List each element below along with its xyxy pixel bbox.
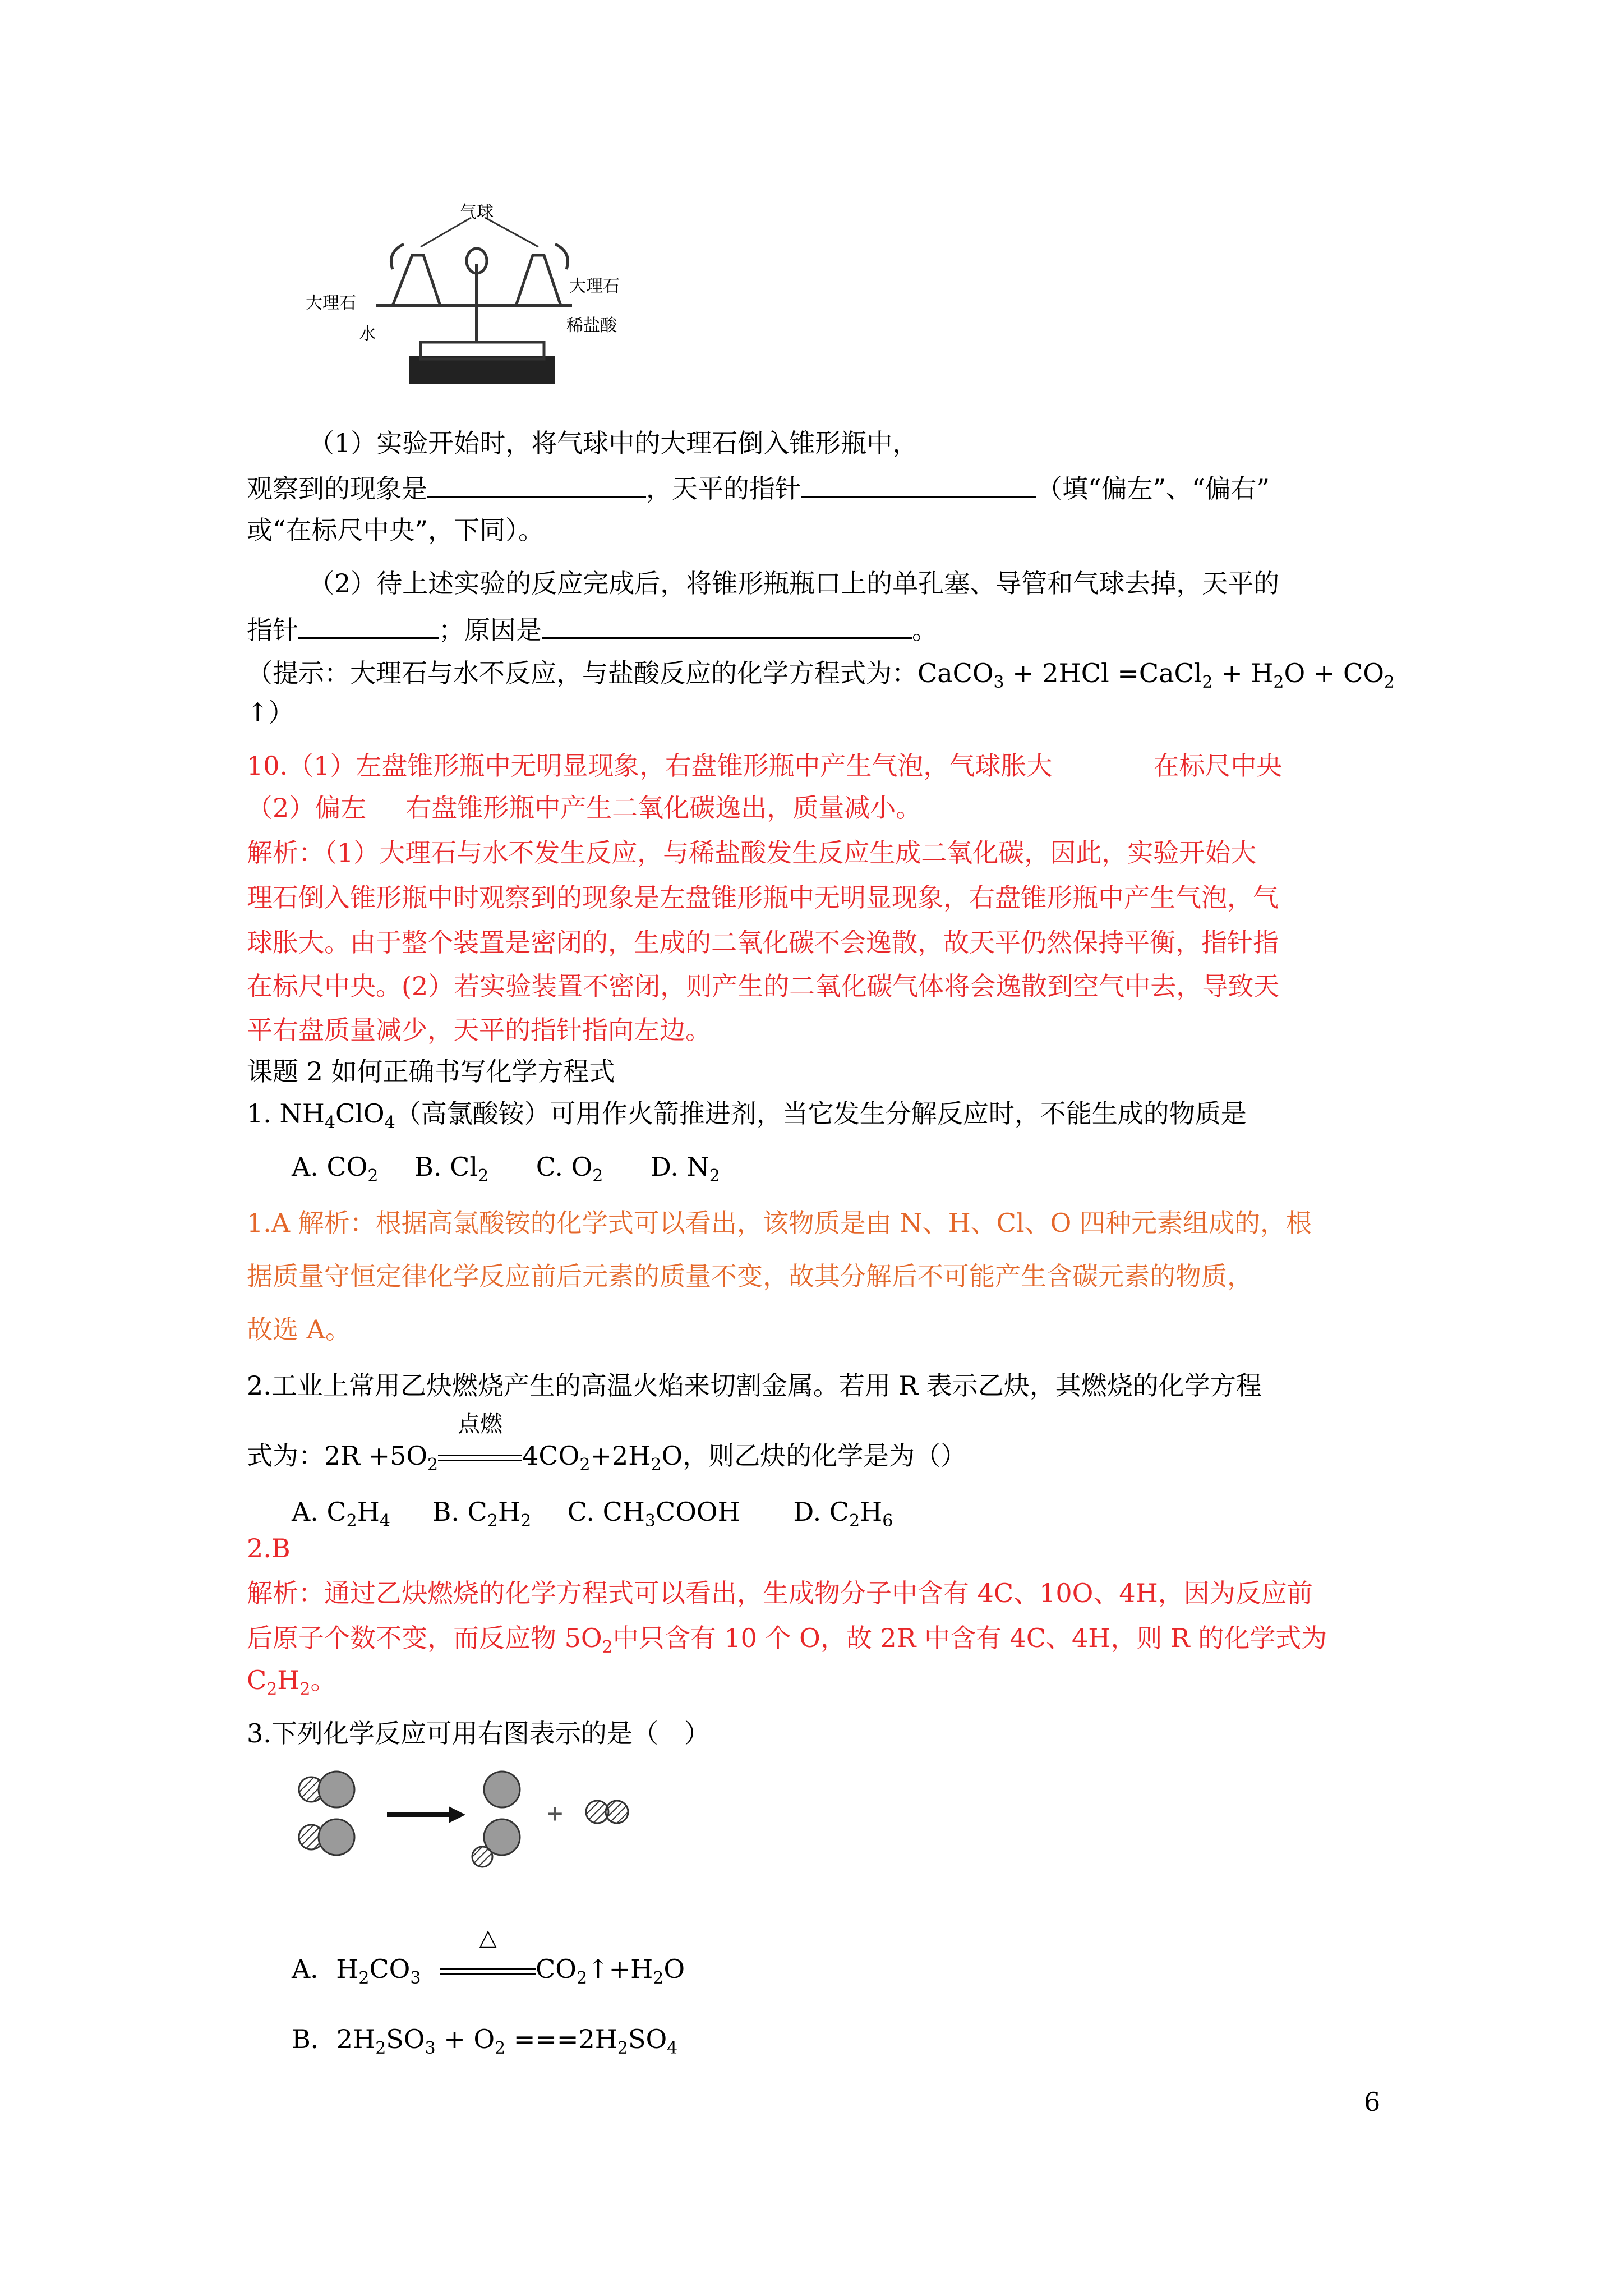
q3-option-a-text5: O (663, 1954, 685, 1984)
q10-answer2-reason: 右盘锥形瓶中产生二氧化碳逸出，质量减小。 (405, 793, 922, 823)
section-title: 课题 2 如何正确书写化学方程式 (247, 1056, 615, 1087)
molecule-reaction-figure (292, 1767, 651, 1868)
q1-option-b: B. Cl (414, 1152, 478, 1182)
q2-option-a: A. C (292, 1497, 347, 1527)
q3-option-a-text1: A．H (292, 1954, 359, 1984)
label-hcl: 稀盐酸 (566, 316, 617, 335)
q10-fill-hint: （填“偏左”、“偏右” (1036, 473, 1270, 504)
q2-options: A. $C_2H_4$ B. $C_2H_2$ C. $CH_3COOH$ D. $C_2H_6$ (292, 1497, 893, 1531)
q2-stem-1: 2.工业上常用乙炔燃烧产生的高温火焰来切割金属。若用 R 表示乙炔，其燃烧的化学方程 (247, 1370, 1262, 1401)
q2-explanation2-b: 中只含有 10 个 O，故 2R 中含有 4C、4H，则 R 的化学式为 (612, 1623, 1327, 1653)
page-number: 6 (1364, 2087, 1381, 2117)
label-marble-left: 大理石 (306, 294, 356, 312)
q10-part2-line1: （2）待上述实验的反应完成后，将锥形瓶瓶口上的单孔塞、导管和气球去掉，天平的 (308, 568, 1280, 599)
q10-answer2-pointer: （2）偏左 (247, 793, 367, 823)
q1-stem-b: ClO (335, 1098, 385, 1129)
q10-part1-line1: （1）实验开始时，将气球中的大理石倒入锥形瓶中， (308, 428, 919, 458)
q3-option-b-text4: ===2H (505, 2024, 617, 2054)
q1-answer-2: 据质量守恒定律化学反应前后元素的质量不变，故其分解后不可能产生含碳元素的物质， (247, 1261, 1253, 1291)
q10-explanation-5: 平右盘质量减少，天平的指针指向左边。 (247, 1015, 711, 1045)
svg-text:+: + (547, 1798, 564, 1829)
q10-hint-line2: ↑） (247, 697, 294, 728)
balance-apparatus-figure (292, 202, 620, 404)
q1-options: A. $CO_2$ B. $Cl_2$ C. $O_2$ D. $N_2$ (292, 1152, 720, 1186)
q10-period: 。 (912, 615, 938, 645)
q10-explanation-2: 理石倒入锥形瓶中时观察到的现象是左盘锥形瓶中无明显现象，右盘锥形瓶中产生气泡，气 (247, 882, 1279, 913)
label-balloon: 气球 (460, 203, 494, 222)
q3-option-b-text3: + O (435, 2024, 495, 2054)
q1-stem-a: 1. NH (247, 1098, 325, 1129)
q10-part2-line2 (247, 611, 938, 647)
q10-part1-line3: 或“在标尺中央”，下同）。 (247, 515, 545, 545)
q3-option-a: A．$H_2CO_3$ △ $CO_2↑+H_2O$ (292, 1925, 685, 1988)
q2-explanation-1: 解析：通过乙炔燃烧的化学方程式可以看出，生成物分子中含有 4C、10O、4H，因为反应前 (247, 1578, 1313, 1608)
q10-answer-line1 (247, 749, 1282, 783)
label-water: 水 (359, 325, 376, 343)
q3-option-b-text5: SO (628, 2024, 667, 2054)
q10-hint-line: （提示：大理石与水不反应，与盐酸反应的化学方程式为：CaCO$_3$ + 2HCl =CaCl$_2$ + $H_2O + CO_2$ (247, 658, 1395, 692)
q3-reaction-arrow (440, 1925, 536, 1986)
q2-explanation2-a: 后原子个数不变，而反应物 5O (247, 1623, 602, 1653)
q2-option-b: B. C (432, 1497, 487, 1527)
q10-part1-line2 (247, 470, 1270, 505)
q10-hint-text-c: + H (1212, 658, 1274, 688)
q10-explanation-1: 解析：（1）大理石与水不发生反应，与稀盐酸发生反应生成二氧化碳，因此，实验开始大 (247, 838, 1257, 868)
q10-reason-blank[interactable] (542, 611, 912, 639)
q10-answer-line2 (247, 791, 921, 825)
q1-stem-c: （高氯酸铵）可用作火箭推进剂，当它发生分解反应时，不能生成的物质是 (395, 1098, 1247, 1129)
q10-hint-text-a: （提示：大理石与水不反应，与盐酸反应的化学方程式为：CaCO (247, 658, 994, 688)
q2-option-c-rest: COOH (656, 1497, 740, 1527)
q3-option-b-text1: B．2H (292, 2024, 376, 2054)
q2-stem-2: 式为：$2R +5O_2$ 点燃 $4CO_2+2H_2O$，则乙炔的化学是为（） (247, 1411, 967, 1475)
q3-option-a-text3: CO (536, 1954, 577, 1984)
q3-condition: △ (479, 1925, 497, 1950)
q2-stem2-a: 式为：2R +5O (247, 1441, 428, 1471)
q3-option-b-text2: SO (386, 2024, 425, 2054)
q2-explanation-2: 后原子个数不变，而反应物 $5O_2$中只含有 10 个 O，故 2R 中含有 4C、4H，则 R 的化学式为 (247, 1623, 1327, 1657)
q10-explanation-3: 球胀大。由于整个装置是密闭的，生成的二氧化碳不会逸散，故天平仍然保持平衡，指针指 (247, 927, 1279, 958)
q2-condition: 点燃 (458, 1411, 503, 1437)
q10-answer1-text: 10.（1）左盘锥形瓶中无明显现象，右盘锥形瓶中产生气泡，气球胀大 (247, 751, 1053, 781)
q1-stem: 1. $NH_4ClO_4$（高氯酸铵）可用作火箭推进剂，当它发生分解反应时，不能生成的物质是 (247, 1098, 1247, 1133)
q2-stem2-b: 4CO (522, 1441, 580, 1471)
q3-option-a-text2: CO (369, 1954, 411, 1984)
q10-hint-text-b: + 2HCl =CaCl (1004, 658, 1202, 688)
q2-option-d: D. C (793, 1497, 850, 1527)
q1-answer-1: 1.A 解析：根据高氯酸铵的化学式可以看出，该物质是由 N、H、Cl、O 四种元素组成的，根 (247, 1208, 1312, 1238)
q2-reaction-arrow (438, 1411, 522, 1473)
q10-reason-label: ；原因是 (439, 615, 542, 645)
q2-option-c: C. CH (567, 1497, 645, 1527)
q3-option-b: B．$2H_2SO_3 + O_2 ===2H_2SO_4$ (292, 2024, 678, 2058)
q10-explanation-4: 在标尺中央。(2）若实验装置不密闭，则产生的二氧化碳气体将会逸散到空气中去，导致天 (247, 971, 1280, 1001)
q10-answer1-pointer: 在标尺中央 (1153, 751, 1283, 781)
q2-explanation3: C (247, 1665, 267, 1695)
q2-answer: 2.B (247, 1533, 291, 1563)
q2-explanation-3: $C_2H_2$。 (247, 1665, 336, 1699)
q3-stem: 3.下列化学反应可用右图表示的是（ ） (247, 1718, 710, 1749)
q1-option-c: C. O (536, 1152, 593, 1182)
q2-stem2-d: O，则乙炔的化学是为（） (661, 1441, 967, 1471)
q10-hint-text-d: O + CO (1284, 658, 1384, 688)
q10-pointer2-label: 指针 (247, 615, 298, 645)
q10-phenomenon-label: 观察到的现象是 (247, 473, 427, 504)
q10-pointer2-blank[interactable] (298, 611, 439, 639)
q2-stem2-c: +2H (590, 1441, 651, 1471)
q10-pointer-label: ，天平的指针 (646, 473, 801, 504)
q1-option-a: A. CO (292, 1152, 368, 1182)
label-marble-right: 大理石 (569, 277, 620, 296)
q3-option-a-text4: ↑+H (587, 1954, 653, 1984)
q1-answer-3: 故选 A。 (247, 1314, 351, 1345)
q1-option-d: D. N (651, 1152, 709, 1182)
q10-phenomenon-blank[interactable] (427, 470, 646, 498)
q10-pointer-blank[interactable] (801, 470, 1036, 498)
